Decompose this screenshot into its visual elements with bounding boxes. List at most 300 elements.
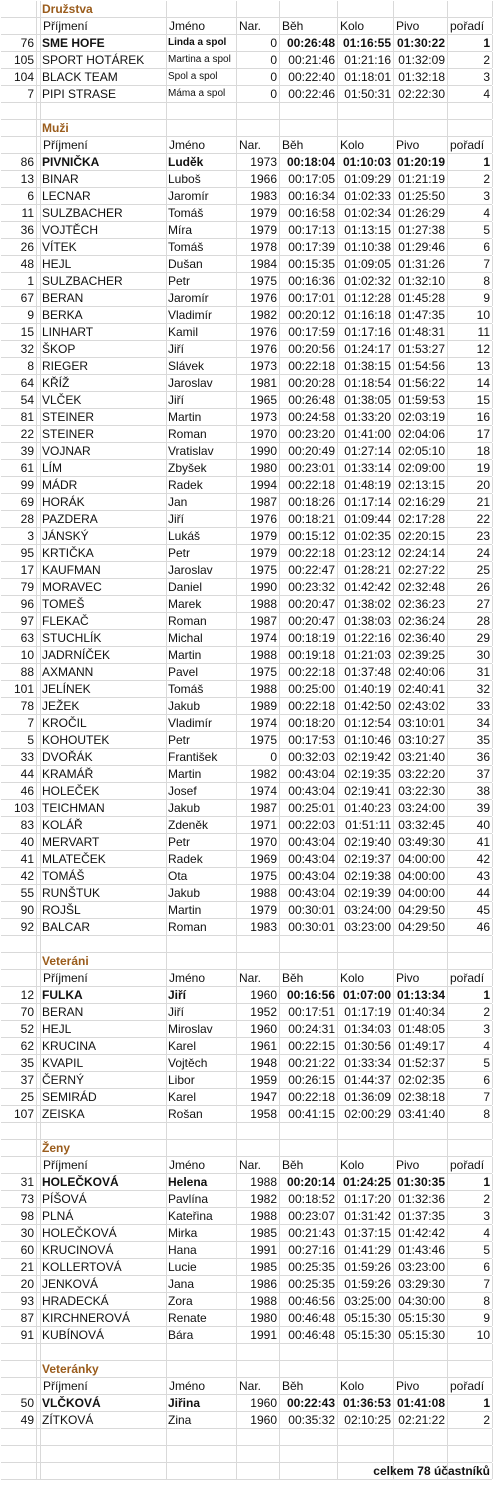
bike-time: 01:59:26 xyxy=(344,1260,391,1274)
rank: 12 xyxy=(476,342,490,356)
surname: BINAR xyxy=(42,172,79,186)
surname: BERAN xyxy=(42,1005,84,1019)
start-number: 87 xyxy=(20,1311,34,1325)
column-header: Kolo xyxy=(340,138,365,152)
start-number: 79 xyxy=(20,580,34,594)
birth-year: 1984 xyxy=(250,257,277,271)
table-row xyxy=(1,1259,492,1276)
surname: TOMÁŠ xyxy=(42,869,85,883)
birth-year: 1988 xyxy=(250,1175,277,1189)
first-name: Miroslav xyxy=(168,1022,213,1036)
start-number: 67 xyxy=(20,291,34,305)
table-row xyxy=(1,1089,492,1106)
header-row xyxy=(1,18,492,35)
table-row xyxy=(1,1055,492,1072)
first-name: Martin xyxy=(168,648,202,662)
bike-time: 01:16:18 xyxy=(344,308,391,322)
run-time: 00:18:04 xyxy=(286,155,335,169)
start-number: 92 xyxy=(20,920,34,934)
run-time: 00:22:18 xyxy=(288,359,335,373)
run-time: 00:26:48 xyxy=(288,393,335,407)
bike-time: 03:23:00 xyxy=(344,920,391,934)
birth-year: 1979 xyxy=(250,223,277,237)
birth-year: 1976 xyxy=(250,512,277,526)
bike-time: 01:41:00 xyxy=(344,427,391,441)
birth-year: 1970 xyxy=(250,835,277,849)
birth-year: 1976 xyxy=(250,325,277,339)
birth-year: 1952 xyxy=(250,1005,277,1019)
bike-time: 01:17:19 xyxy=(344,1005,391,1019)
bike-time: 01:36:09 xyxy=(344,1090,391,1104)
start-number: 35 xyxy=(20,1056,34,1070)
column-header: Kolo xyxy=(340,1379,365,1393)
first-name: Míra xyxy=(168,223,192,237)
first-name: Kamil xyxy=(168,325,199,339)
first-name: Máma a spol xyxy=(168,88,226,99)
rank: 37 xyxy=(476,767,490,781)
column-header: Kolo xyxy=(340,19,365,33)
beer-time: 01:30:22 xyxy=(396,36,445,50)
surname: DVOŘÁK xyxy=(42,750,93,764)
column-header: Pivo xyxy=(396,1379,420,1393)
beer-time: 04:29:50 xyxy=(398,903,445,917)
surname: RIEGER xyxy=(42,359,89,373)
bike-time: 01:18:54 xyxy=(344,376,391,390)
start-number: 26 xyxy=(20,240,34,254)
rank: 18 xyxy=(476,444,490,458)
rank: 28 xyxy=(476,614,490,628)
column-header: Jméno xyxy=(169,19,206,33)
table-row xyxy=(1,171,492,188)
run-time: 00:18:19 xyxy=(288,631,335,645)
birth-year: 0 xyxy=(270,87,277,101)
birth-year: 1979 xyxy=(250,903,277,917)
surname: TOMEŠ xyxy=(42,597,85,611)
birth-year: 1979 xyxy=(250,529,277,543)
beer-time: 05:15:30 xyxy=(398,1311,445,1325)
column-header: Příjmení xyxy=(43,1379,88,1393)
column-header: pořadí xyxy=(450,19,485,33)
first-name: Jaroslav xyxy=(168,376,213,390)
rank: 8 xyxy=(483,1107,490,1121)
run-time: 00:43:04 xyxy=(288,852,335,866)
birth-year: 1988 xyxy=(250,682,277,696)
rank: 25 xyxy=(476,563,490,577)
birth-year: 1973 xyxy=(250,410,277,424)
bike-time: 01:21:03 xyxy=(344,648,391,662)
start-number: 107 xyxy=(13,1107,34,1121)
beer-time: 01:32:36 xyxy=(398,1192,445,1206)
first-name: Petr xyxy=(168,274,191,288)
first-name: Marek xyxy=(168,597,202,611)
beer-time: 04:00:00 xyxy=(398,852,445,866)
surname: KRAMÁŘ xyxy=(42,767,94,781)
rank: 30 xyxy=(476,648,490,662)
table-row xyxy=(1,1293,492,1310)
start-number: 105 xyxy=(13,53,34,67)
table-row xyxy=(1,1004,492,1021)
beer-time: 04:30:00 xyxy=(398,1294,445,1308)
rank: 1 xyxy=(483,988,490,1002)
run-time: 00:16:56 xyxy=(286,988,335,1002)
beer-time: 02:03:19 xyxy=(398,410,445,424)
beer-time: 01:59:53 xyxy=(398,393,445,407)
first-name: Josef xyxy=(168,784,197,798)
table-row xyxy=(1,664,492,681)
first-name: Mirka xyxy=(168,1226,198,1240)
beer-time: 03:22:20 xyxy=(398,767,445,781)
bike-time: 02:19:40 xyxy=(344,835,391,849)
rank: 38 xyxy=(476,784,490,798)
surname: FLEKAČ xyxy=(42,614,89,628)
start-number: 54 xyxy=(20,393,34,407)
beer-time: 02:40:41 xyxy=(398,682,445,696)
beer-time: 01:31:26 xyxy=(398,257,445,271)
rank: 42 xyxy=(476,852,490,866)
start-number: 50 xyxy=(20,1396,34,1410)
first-name: Zina xyxy=(168,1413,192,1427)
table-row xyxy=(1,681,492,698)
beer-time: 04:00:00 xyxy=(398,886,445,900)
rank: 2 xyxy=(483,172,490,186)
beer-time: 01:53:27 xyxy=(398,342,445,356)
surname: STEINER xyxy=(42,410,95,424)
start-number: 91 xyxy=(20,1328,34,1342)
column-header: Pivo xyxy=(396,1158,420,1172)
empty-row xyxy=(1,1429,492,1446)
start-number: 17 xyxy=(20,563,34,577)
bike-time: 03:25:00 xyxy=(344,1294,391,1308)
birth-year: 1985 xyxy=(250,1260,277,1274)
run-time: 00:20:47 xyxy=(288,597,335,611)
run-time: 00:20:28 xyxy=(288,376,335,390)
table-row xyxy=(1,477,492,494)
surname: BALCAR xyxy=(42,920,91,934)
birth-year: 1973 xyxy=(250,155,277,169)
start-number: 46 xyxy=(20,784,34,798)
column-header: pořadí xyxy=(450,138,485,152)
beer-time: 03:29:30 xyxy=(398,1277,445,1291)
birth-year: 1988 xyxy=(250,1294,277,1308)
bike-time: 01:09:05 xyxy=(344,257,391,271)
surname: VOJNAR xyxy=(42,444,91,458)
bike-time: 01:28:21 xyxy=(344,563,391,577)
rank: 46 xyxy=(476,920,490,934)
start-number: 101 xyxy=(13,682,34,696)
section-title: Ženy xyxy=(42,1141,71,1155)
start-number: 11 xyxy=(21,206,34,220)
first-name: Karel xyxy=(168,1039,197,1053)
start-number: 69 xyxy=(20,495,34,509)
birth-year: 1988 xyxy=(250,648,277,662)
beer-time: 02:09:00 xyxy=(398,461,445,475)
run-time: 00:22:47 xyxy=(288,563,335,577)
start-number: 40 xyxy=(20,835,34,849)
beer-time: 02:16:29 xyxy=(398,495,445,509)
start-number: 21 xyxy=(20,1260,34,1274)
birth-year: 1988 xyxy=(250,597,277,611)
start-number: 36 xyxy=(20,223,34,237)
table-row xyxy=(1,630,492,647)
bike-time: 01:31:42 xyxy=(344,1209,391,1223)
rank: 20 xyxy=(476,478,490,492)
header-row xyxy=(1,1378,492,1395)
run-time: 00:26:15 xyxy=(288,1073,335,1087)
first-name: Martin xyxy=(168,767,202,781)
surname: PAZDERA xyxy=(42,512,98,526)
beer-time: 01:32:10 xyxy=(398,274,445,288)
bike-time: 01:27:14 xyxy=(344,444,391,458)
bike-time: 01:38:03 xyxy=(344,614,391,628)
surname: KRUCINOVÁ xyxy=(42,1243,114,1257)
bike-time: 02:19:41 xyxy=(344,784,391,798)
run-time: 00:24:31 xyxy=(288,1022,335,1036)
bike-time: 02:10:25 xyxy=(344,1413,391,1427)
rank: 4 xyxy=(483,87,490,101)
bike-time: 01:33:14 xyxy=(344,461,391,475)
first-name: Jiřina xyxy=(168,1396,201,1410)
beer-time: 02:36:24 xyxy=(398,614,445,628)
column-header: Příjmení xyxy=(43,138,88,152)
surname: SULZBACHER xyxy=(42,274,123,288)
surname: MERVART xyxy=(42,835,100,849)
beer-time: 03:24:00 xyxy=(398,801,445,815)
rank: 33 xyxy=(476,699,490,713)
first-name: Jaromír xyxy=(168,291,209,305)
start-number: 31 xyxy=(20,1175,34,1189)
birth-year: 1994 xyxy=(250,478,277,492)
birth-year: 0 xyxy=(270,70,277,84)
birth-year: 1975 xyxy=(250,563,277,577)
first-name: Petr xyxy=(168,835,191,849)
beer-time: 01:49:17 xyxy=(398,1039,445,1053)
start-number: 70 xyxy=(20,1005,34,1019)
empty-row xyxy=(1,1344,492,1361)
surname: ROJŠL xyxy=(42,903,81,917)
bike-time: 01:34:03 xyxy=(344,1022,391,1036)
beer-time: 03:21:40 xyxy=(398,750,445,764)
table-row xyxy=(1,307,492,324)
beer-time: 02:13:15 xyxy=(398,478,445,492)
start-number: 78 xyxy=(20,699,34,713)
surname: VLČEK xyxy=(42,393,82,407)
beer-time: 01:32:18 xyxy=(398,70,445,84)
rank: 32 xyxy=(476,682,490,696)
first-name: Roman xyxy=(168,427,207,441)
run-time: 00:22:40 xyxy=(288,70,335,84)
first-name: Roman xyxy=(168,614,207,628)
rank: 6 xyxy=(483,1260,490,1274)
birth-year: 1960 xyxy=(250,1413,277,1427)
birth-year: 1975 xyxy=(250,274,277,288)
start-number: 61 xyxy=(20,461,34,475)
first-name: Jiří xyxy=(168,393,184,407)
table-row xyxy=(1,1225,492,1242)
surname: PÍŠOVÁ xyxy=(42,1192,87,1206)
birth-year: 1983 xyxy=(250,920,277,934)
birth-year: 1974 xyxy=(250,716,277,730)
table-row xyxy=(1,1310,492,1327)
first-name: Spol a spol xyxy=(168,71,218,82)
bike-time: 01:09:44 xyxy=(344,512,391,526)
surname: LÍM xyxy=(42,461,63,475)
column-header: Nar. xyxy=(239,1158,262,1172)
column-header: Příjmení xyxy=(43,1158,88,1172)
column-header: Kolo xyxy=(340,1158,365,1172)
section-title-row xyxy=(1,1,492,18)
bike-time: 05:15:30 xyxy=(344,1311,391,1325)
first-name: Libor xyxy=(168,1073,195,1087)
table-row xyxy=(1,375,492,392)
bike-time: 01:38:05 xyxy=(344,393,391,407)
bike-time: 01:16:55 xyxy=(342,36,391,50)
first-name: Jiří xyxy=(168,1005,184,1019)
surname: SEMIRÁD xyxy=(42,1090,97,1104)
rank: 36 xyxy=(476,750,490,764)
first-name: Jana xyxy=(168,1277,195,1291)
rank: 4 xyxy=(483,1039,490,1053)
column-header: pořadí xyxy=(450,971,485,985)
surname: KVAPIL xyxy=(42,1056,84,1070)
run-time: 00:22:18 xyxy=(288,665,335,679)
birth-year: 1979 xyxy=(250,546,277,560)
bike-time: 01:50:31 xyxy=(344,87,391,101)
rank: 19 xyxy=(476,461,490,475)
birth-year: 0 xyxy=(270,53,277,67)
rank: 35 xyxy=(476,733,490,747)
bike-time: 01:17:20 xyxy=(344,1192,391,1206)
bike-time: 01:17:16 xyxy=(344,325,391,339)
start-number: 48 xyxy=(20,257,34,271)
start-number: 62 xyxy=(20,1039,34,1053)
first-name: Luboš xyxy=(168,172,201,186)
beer-time: 02:36:40 xyxy=(398,631,445,645)
run-time: 00:15:35 xyxy=(288,257,335,271)
start-number: 76 xyxy=(20,36,34,50)
start-number: 93 xyxy=(20,1294,34,1308)
run-time: 00:21:46 xyxy=(288,53,335,67)
birth-year: 1975 xyxy=(250,869,277,883)
run-time: 00:21:43 xyxy=(288,1226,335,1240)
beer-time: 01:41:08 xyxy=(396,1396,445,1410)
first-name: Helena xyxy=(168,1175,208,1189)
table-row xyxy=(1,409,492,426)
beer-time: 03:10:01 xyxy=(398,716,445,730)
run-time: 00:20:47 xyxy=(288,614,335,628)
start-number: 99 xyxy=(20,478,34,492)
birth-year: 1970 xyxy=(250,427,277,441)
birth-year: 1948 xyxy=(250,1056,277,1070)
table-row xyxy=(1,885,492,902)
beer-time: 01:25:50 xyxy=(398,189,445,203)
surname: AXMANN xyxy=(42,665,94,679)
first-name: Lukáš xyxy=(168,529,201,543)
surname: ZEISKA xyxy=(42,1107,85,1121)
first-name: Tomáš xyxy=(168,206,204,220)
section-title: Veteránky xyxy=(42,1362,99,1376)
beer-time: 02:39:25 xyxy=(398,648,445,662)
table-row xyxy=(1,69,492,86)
surname: STUCHLÍK xyxy=(42,631,102,645)
bike-time: 01:24:17 xyxy=(344,342,391,356)
run-time: 00:17:05 xyxy=(288,172,335,186)
start-number: 7 xyxy=(27,87,34,101)
run-time: 00:27:16 xyxy=(288,1243,335,1257)
first-name: Vojtěch xyxy=(168,1056,208,1070)
first-name: Zdeněk xyxy=(168,818,209,832)
first-name: Roman xyxy=(168,920,207,934)
run-time: 00:16:36 xyxy=(288,274,335,288)
start-number: 22 xyxy=(20,427,34,441)
birth-year: 1960 xyxy=(250,1022,277,1036)
start-number: 37 xyxy=(20,1073,34,1087)
birth-year: 1982 xyxy=(250,1192,277,1206)
table-row xyxy=(1,1106,492,1123)
surname: KAUFMAN xyxy=(42,563,101,577)
start-number: 20 xyxy=(20,1277,34,1291)
beer-time: 01:45:28 xyxy=(398,291,445,305)
column-header: Příjmení xyxy=(43,971,88,985)
table-row xyxy=(1,545,492,562)
table-row xyxy=(1,1072,492,1089)
birth-year: 1988 xyxy=(250,1209,277,1223)
start-number: 44 xyxy=(20,767,34,781)
table-row xyxy=(1,341,492,358)
rank: 3 xyxy=(483,189,490,203)
first-name: Rošan xyxy=(168,1107,203,1121)
rank: 10 xyxy=(476,1328,490,1342)
birth-year: 1971 xyxy=(250,818,277,832)
beer-time: 04:29:50 xyxy=(398,920,445,934)
birth-year: 1975 xyxy=(250,665,277,679)
bike-time: 01:09:29 xyxy=(344,172,391,186)
first-name: František xyxy=(168,750,218,764)
first-name: Petr xyxy=(168,733,191,747)
birth-year: 0 xyxy=(270,36,277,50)
start-number: 28 xyxy=(20,512,34,526)
table-row xyxy=(1,1395,492,1412)
section-title-row xyxy=(1,953,492,970)
first-name: Ota xyxy=(168,869,188,883)
run-time: 00:22:18 xyxy=(288,546,335,560)
table-row xyxy=(1,987,492,1004)
rank: 10 xyxy=(476,308,490,322)
run-time: 00:25:35 xyxy=(288,1260,335,1274)
table-row xyxy=(1,528,492,545)
table-row xyxy=(1,86,492,103)
first-name: Linda a spol xyxy=(168,37,227,48)
table-row xyxy=(1,1327,492,1344)
first-name: Slávek xyxy=(168,359,205,373)
beer-time: 02:24:14 xyxy=(398,546,445,560)
section-title: Družstva xyxy=(42,2,93,16)
first-name: Bára xyxy=(168,1328,194,1342)
beer-time: 01:42:42 xyxy=(398,1226,445,1240)
surname: KROČIL xyxy=(42,716,87,730)
rank: 4 xyxy=(483,1226,490,1240)
rank: 34 xyxy=(476,716,490,730)
column-header: Běh xyxy=(282,1158,304,1172)
beer-time: 02:17:28 xyxy=(398,512,445,526)
beer-time: 01:21:19 xyxy=(398,172,445,186)
start-number: 88 xyxy=(20,665,34,679)
run-time: 00:23:07 xyxy=(288,1209,335,1223)
rank: 8 xyxy=(483,1294,490,1308)
run-time: 00:25:35 xyxy=(288,1277,335,1291)
rank: 17 xyxy=(476,427,490,441)
results-sheet xyxy=(1,1,492,1480)
beer-time: 01:52:37 xyxy=(398,1056,445,1070)
